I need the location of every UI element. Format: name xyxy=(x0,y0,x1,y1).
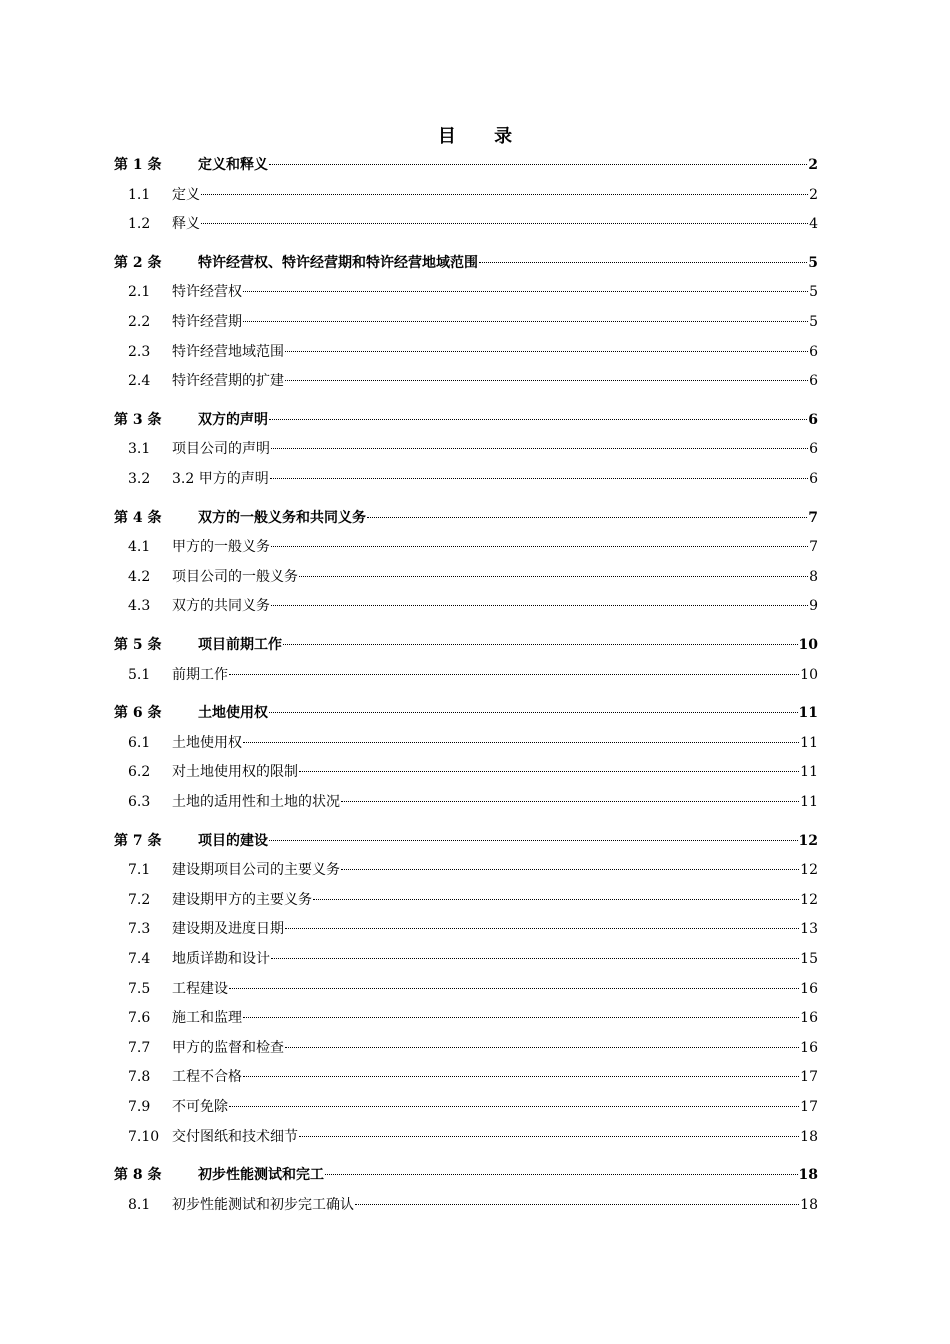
toc-entry-label: 特许经营期 xyxy=(172,314,242,330)
toc-page-number: 6 xyxy=(809,373,818,390)
toc-entry-number: 1.1 xyxy=(128,186,151,203)
toc-entry-number: 7.4 xyxy=(128,951,151,967)
toc-page-number: 12 xyxy=(800,891,818,908)
toc-entry-label: 双方的一般义务和共同义务 xyxy=(198,509,366,526)
toc-dot-leader xyxy=(313,899,799,900)
toc-chapter-row[interactable] xyxy=(114,253,818,273)
toc-dot-leader xyxy=(285,928,799,929)
toc-entry-label: 建设期及进度日期 xyxy=(172,921,284,938)
toc-page-number: 13 xyxy=(800,921,818,938)
toc-dot-leader xyxy=(243,742,799,743)
toc-page-number: 16 xyxy=(800,1010,818,1027)
toc-entry-number: 7.10 xyxy=(128,1128,160,1145)
toc-entry-label: 双方的共同义务 xyxy=(172,598,270,615)
toc-entry-number: 5.1 xyxy=(128,666,151,683)
toc-entry-label: 双方的声明 xyxy=(198,411,268,428)
toc-entry-number: 7.1 xyxy=(128,862,151,879)
toc-entry-label: 项目公司的一般义务 xyxy=(172,568,298,585)
toc-page-number: 16 xyxy=(800,980,818,997)
toc-page-number: 15 xyxy=(800,951,818,967)
toc-page-number: 18 xyxy=(800,1128,818,1145)
toc-dot-leader xyxy=(341,801,799,802)
toc-dot-leader xyxy=(269,164,807,165)
toc-page-number: 8 xyxy=(809,568,818,585)
toc-entry-number: 2.3 xyxy=(128,343,151,360)
toc-section-row[interactable] xyxy=(114,567,818,587)
toc-entry-label: 定义 xyxy=(172,186,200,203)
toc-section-row[interactable] xyxy=(114,214,818,234)
toc-dot-leader xyxy=(229,1106,799,1107)
toc-dot-leader xyxy=(243,291,808,292)
toc-page-number: 17 xyxy=(800,1099,818,1115)
toc-dot-leader xyxy=(271,958,799,959)
toc-entry-label: 地质详勘和设计 xyxy=(172,951,270,967)
toc-page-number: 11 xyxy=(800,734,818,751)
toc-entry-number: 第 5 条 xyxy=(114,637,162,653)
toc-section-row[interactable] xyxy=(114,979,818,999)
toc-entry-number: 第 6 条 xyxy=(114,705,162,722)
toc-dot-leader xyxy=(229,988,799,989)
toc-entry-label: 特许经营权 xyxy=(172,284,242,301)
toc-entry-label: 交付图纸和技术细节 xyxy=(172,1128,298,1145)
toc-page-number: 17 xyxy=(800,1069,818,1086)
toc-entry-label: 不可免除 xyxy=(172,1099,228,1115)
toc-entry-number: 4.1 xyxy=(128,539,151,556)
toc-entry-number: 6.1 xyxy=(128,734,151,751)
toc-entry-label: 土地使用权 xyxy=(172,734,242,751)
toc-entry-label: 项目公司的声明 xyxy=(172,441,270,458)
toc-section-row[interactable] xyxy=(114,733,818,753)
toc-dot-leader xyxy=(367,517,807,518)
toc-entry-label: 建设期项目公司的主要义务 xyxy=(172,862,340,879)
toc-dot-leader xyxy=(479,262,807,263)
toc-section-row[interactable] xyxy=(114,342,818,362)
toc-entry-number: 3.2 xyxy=(128,471,151,487)
toc-dot-leader xyxy=(299,576,808,577)
toc-section-row[interactable] xyxy=(114,860,818,880)
toc-page-number: 11 xyxy=(800,764,818,781)
toc-dot-leader xyxy=(299,1136,799,1137)
toc-entry-label: 释义 xyxy=(172,216,200,233)
toc-page-number: 9 xyxy=(809,598,818,615)
toc-dot-leader xyxy=(269,840,798,841)
toc-dot-leader xyxy=(285,1047,799,1048)
toc-entry-label: 甲方的一般义务 xyxy=(172,539,270,556)
toc-dot-leader xyxy=(243,1017,799,1018)
toc-entry-number: 3.1 xyxy=(128,441,151,458)
toc-section-row[interactable] xyxy=(114,469,818,489)
toc-section-row[interactable] xyxy=(114,949,818,969)
toc-entry-label: 对土地使用权的限制 xyxy=(172,764,298,781)
toc-entry-label: 初步性能测试和初步完工确认 xyxy=(172,1196,354,1213)
toc-section-row[interactable] xyxy=(114,1195,818,1215)
toc-dot-leader xyxy=(299,771,799,772)
toc-entry-number: 2.1 xyxy=(128,284,151,301)
toc-dot-leader xyxy=(355,1204,799,1205)
toc-chapter-row[interactable] xyxy=(114,410,818,430)
toc-entry-label: 初步性能测试和完工 xyxy=(198,1167,324,1184)
toc-dot-leader xyxy=(285,351,808,352)
toc-entry-number: 第 1 条 xyxy=(114,157,162,173)
toc-dot-leader xyxy=(270,478,808,479)
toc-entry-number: 7.9 xyxy=(128,1099,151,1115)
toc-chapter-row[interactable] xyxy=(114,1165,818,1185)
toc-section-row[interactable] xyxy=(114,1127,818,1147)
toc-entry-number: 7.7 xyxy=(128,1039,151,1056)
toc-entry-number: 7.8 xyxy=(128,1069,151,1086)
toc-entry-number: 1.2 xyxy=(128,216,151,233)
toc-section-row[interactable] xyxy=(114,1067,818,1087)
toc-page-number: 6 xyxy=(809,441,818,458)
toc-section-row[interactable] xyxy=(114,1097,818,1117)
toc-page-number: 16 xyxy=(800,1039,818,1056)
toc-dot-leader xyxy=(201,223,808,224)
toc-entry-number: 2.4 xyxy=(128,373,151,390)
toc-dot-leader xyxy=(283,644,798,645)
toc-page-number: 5 xyxy=(809,284,818,301)
toc-entry-number: 8.1 xyxy=(128,1196,151,1213)
toc-page-number: 6 xyxy=(809,471,818,487)
toc-entry-label: 甲方的监督和检查 xyxy=(172,1039,284,1056)
toc-dot-leader xyxy=(229,674,799,675)
toc-title: 目 录 xyxy=(437,126,529,147)
toc-dot-leader xyxy=(271,448,808,449)
toc-page-number: 18 xyxy=(800,1196,818,1213)
toc-entry-label: 前期工作 xyxy=(172,666,228,683)
toc-dot-leader xyxy=(243,321,808,322)
toc-entry-number: 7.5 xyxy=(128,980,151,997)
toc-page-number: 7 xyxy=(808,509,818,526)
toc-chapter-row[interactable] xyxy=(114,155,818,175)
toc-page-number: 2 xyxy=(809,186,818,203)
toc-entry-number: 第 7 条 xyxy=(114,832,162,849)
toc-entry-number: 7.6 xyxy=(128,1010,151,1027)
toc-dot-leader xyxy=(243,1076,799,1077)
toc-page-number: 7 xyxy=(809,539,818,556)
toc-chapter-row[interactable] xyxy=(114,831,818,851)
toc-section-row[interactable] xyxy=(114,890,818,910)
toc-entry-label: 项目的建设 xyxy=(198,832,268,849)
toc-page-number: 6 xyxy=(808,411,818,428)
toc-dot-leader xyxy=(325,1174,798,1175)
toc-entry-number: 4.3 xyxy=(128,598,151,615)
toc-section-row[interactable] xyxy=(114,919,818,939)
toc-section-row[interactable] xyxy=(114,762,818,782)
toc-entry-number: 7.3 xyxy=(128,921,151,938)
toc-page-number: 12 xyxy=(798,832,818,849)
toc-page-number: 18 xyxy=(798,1167,818,1184)
toc-section-row[interactable] xyxy=(114,185,818,205)
toc-entry-label: 施工和监理 xyxy=(172,1010,242,1027)
toc-section-row[interactable] xyxy=(114,371,818,391)
toc-dot-leader xyxy=(269,712,798,713)
toc-section-row[interactable] xyxy=(114,312,818,332)
toc-section-row[interactable] xyxy=(114,596,818,616)
toc-section-row[interactable] xyxy=(114,665,818,685)
toc-chapter-row[interactable] xyxy=(114,508,818,528)
toc-page-number: 11 xyxy=(798,705,818,722)
toc-entry-label: 3.2 甲方的声明 xyxy=(172,471,269,487)
toc-page-number: 12 xyxy=(800,862,818,879)
toc-entry-label: 项目前期工作 xyxy=(198,637,282,653)
toc-entry-number: 6.2 xyxy=(128,764,151,781)
toc-page-number: 2 xyxy=(808,157,818,173)
toc-page-number: 11 xyxy=(800,794,818,810)
toc-entry-number: 2.2 xyxy=(128,314,151,330)
toc-entry-number: 6.3 xyxy=(128,794,151,810)
toc-entry-number: 4.2 xyxy=(128,568,151,585)
toc-section-row[interactable] xyxy=(114,1008,818,1028)
toc-entry-label: 工程不合格 xyxy=(172,1069,242,1086)
toc-page-number: 5 xyxy=(809,314,818,330)
toc-dot-leader xyxy=(269,419,807,420)
toc-page-number: 4 xyxy=(809,216,818,233)
toc-chapter-row[interactable] xyxy=(114,635,818,655)
toc-section-row[interactable] xyxy=(114,1038,818,1058)
toc-entry-label: 特许经营权、特许经营期和特许经营地域范围 xyxy=(198,254,478,271)
toc-entry-label: 定义和释义 xyxy=(198,157,268,173)
toc-entry-number: 第 2 条 xyxy=(114,254,162,271)
toc-chapter-row[interactable] xyxy=(114,703,818,723)
toc-page-number: 10 xyxy=(798,637,818,653)
toc-entry-number: 7.2 xyxy=(128,891,151,908)
toc-page-number: 5 xyxy=(808,254,818,271)
toc-entry-label: 工程建设 xyxy=(172,980,228,997)
toc-entry-number: 第 3 条 xyxy=(114,411,162,428)
toc-entry-number: 第 8 条 xyxy=(114,1167,162,1184)
toc-page-number: 6 xyxy=(809,343,818,360)
toc-entry-label: 特许经营期的扩建 xyxy=(172,373,284,390)
toc-section-row[interactable] xyxy=(114,537,818,557)
toc-section-row[interactable] xyxy=(114,792,818,812)
toc-entry-number: 第 4 条 xyxy=(114,509,162,526)
toc-dot-leader xyxy=(271,605,808,606)
toc-section-row[interactable] xyxy=(114,282,818,302)
toc-entry-label: 建设期甲方的主要义务 xyxy=(172,891,312,908)
toc-entry-label: 土地的适用性和土地的状况 xyxy=(172,794,340,810)
toc-entry-label: 土地使用权 xyxy=(198,705,268,722)
toc-page-number: 10 xyxy=(800,666,818,683)
toc-dot-leader xyxy=(201,194,808,195)
toc-dot-leader xyxy=(341,869,799,870)
toc-entry-label: 特许经营地域范围 xyxy=(172,343,284,360)
toc-section-row[interactable] xyxy=(114,439,818,459)
toc-dot-leader xyxy=(271,546,808,547)
toc-dot-leader xyxy=(285,380,808,381)
